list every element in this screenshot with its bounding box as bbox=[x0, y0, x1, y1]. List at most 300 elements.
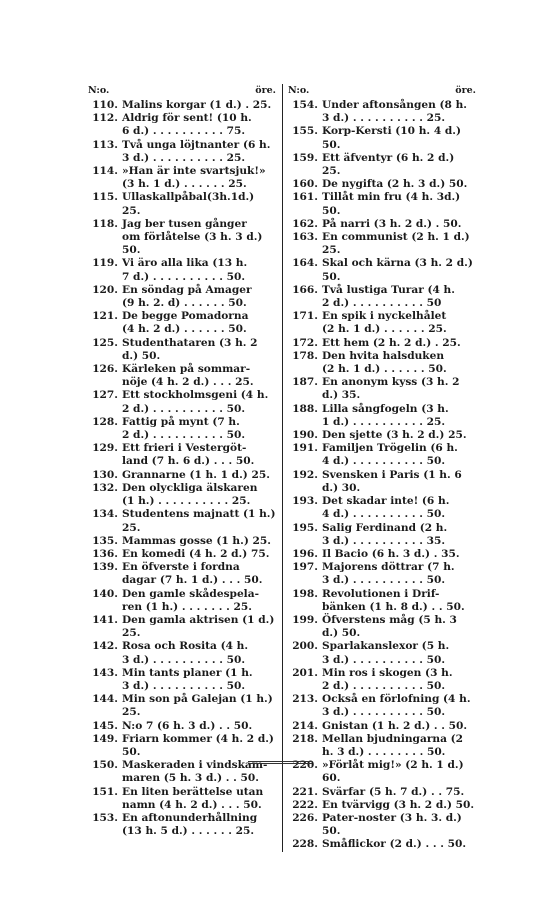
entry-number bbox=[288, 455, 322, 468]
entry-line bbox=[88, 825, 276, 838]
entry-number: 201. bbox=[292, 666, 318, 679]
entry-number bbox=[88, 125, 122, 138]
entry-line bbox=[88, 654, 276, 667]
entry-number: 193. bbox=[292, 495, 318, 508]
entry-text: Majorens döttrar (7 h. bbox=[322, 561, 455, 574]
entry-number bbox=[288, 508, 322, 521]
entry-text: Två lustiga Turar (4 h. bbox=[322, 283, 455, 296]
entry-text: Skal och kärna (3 h. 2 d.) 50. bbox=[322, 257, 473, 283]
entry-line bbox=[288, 693, 476, 706]
entry-number: 197. bbox=[292, 561, 318, 574]
entry-line bbox=[288, 469, 476, 495]
entry-number: 222. bbox=[292, 798, 318, 811]
entry-text: 3 d.) . . . . . . . . . . 25. bbox=[122, 151, 246, 164]
entry-number bbox=[288, 601, 322, 614]
entry-number: 195. bbox=[292, 521, 318, 534]
entry-number bbox=[88, 297, 122, 310]
entry-number: 226. bbox=[292, 811, 318, 824]
entry-number: 136. bbox=[92, 547, 118, 560]
entry-text: Ett frieri i Vestergöt- bbox=[122, 442, 247, 455]
entry-text: Den gamla aktrisen (1 d.) 25. bbox=[122, 613, 275, 640]
entry-number: 161. bbox=[292, 191, 318, 204]
entry-number: 190. bbox=[292, 429, 318, 442]
entry-text: land (7 h. 6 d.) . . . 50. bbox=[122, 455, 255, 468]
entry-text: En communist (2 h. 1 d.) 25. bbox=[322, 231, 470, 257]
entry-line bbox=[288, 442, 476, 455]
entry-number bbox=[88, 455, 122, 468]
entry-number bbox=[88, 231, 122, 257]
entry-text: Jag ber tusen gånger bbox=[122, 217, 247, 230]
entry-number: 196. bbox=[292, 547, 318, 560]
entry-number: 145. bbox=[92, 719, 118, 732]
entry-line bbox=[88, 772, 276, 785]
entry-line bbox=[288, 297, 476, 310]
entry-text: Fattig på mynt (7 h. bbox=[122, 415, 240, 428]
entry-number bbox=[288, 706, 322, 719]
entry-text: 3 d.) . . . . . . . . . . 25. bbox=[322, 112, 446, 125]
entry-line bbox=[88, 271, 276, 284]
entry-text: (2 h. 1 d.) . . . . . . 25. bbox=[322, 323, 447, 336]
entry-text: 1 d.) . . . . . . . . . . 25. bbox=[322, 415, 446, 428]
entry-number: 172. bbox=[292, 336, 318, 349]
entry-line bbox=[288, 429, 476, 442]
entry-number: 178. bbox=[292, 349, 318, 362]
entry-number bbox=[288, 363, 322, 376]
entry-text: 2 d.) . . . . . . . . . . 50 bbox=[322, 297, 442, 310]
entry-line bbox=[88, 455, 276, 468]
number-heading: N:o. bbox=[88, 85, 110, 96]
entry-text: 6 d.) . . . . . . . . . . 75. bbox=[122, 125, 246, 138]
entry-line bbox=[288, 759, 476, 785]
entry-text: Studentens majnatt (1 h.) 25. bbox=[122, 508, 276, 534]
entry-text: Aldrig för sent! (10 h. bbox=[122, 112, 252, 125]
entry-number bbox=[88, 601, 122, 614]
entry-line bbox=[288, 574, 476, 587]
left-column bbox=[88, 84, 282, 852]
entry-text: 3 d.) . . . . . . . . . . 50. bbox=[322, 706, 446, 719]
entry-number: 143. bbox=[92, 666, 118, 679]
entry-text: ren (1 h.) . . . . . . . 25. bbox=[122, 600, 252, 613]
entry-line bbox=[88, 601, 276, 614]
entry-number bbox=[288, 297, 322, 310]
entry-text: maren (5 h. 3 d.) . . 50. bbox=[122, 772, 259, 785]
entry-text: Den olyckliga älskaren bbox=[122, 481, 258, 494]
entry-text: Ullaskallpåbal(3h.1d.) 25. bbox=[122, 191, 255, 217]
entry-text: Kärleken på sommar- bbox=[122, 363, 251, 376]
entry-line bbox=[88, 482, 276, 495]
entry-text: Il Bacio (6 h. 3 d.) . 35. bbox=[322, 547, 460, 560]
entry-number bbox=[288, 746, 322, 759]
entry-line bbox=[88, 812, 276, 825]
entry-text: Ett äfventyr (6 h. 2 d.) 25. bbox=[322, 151, 455, 178]
entry-number: 155. bbox=[292, 125, 318, 138]
entry-text: 2 d.) . . . . . . . . . . 50. bbox=[322, 679, 446, 692]
entry-line bbox=[88, 125, 276, 138]
entry-text: »Han är inte svartsjuk!» bbox=[122, 165, 266, 178]
entry-number bbox=[88, 574, 122, 587]
entry-number: 153. bbox=[92, 811, 118, 824]
entry-number bbox=[88, 799, 122, 812]
entry-text: De begge Pomadorna bbox=[122, 310, 249, 323]
catalog-page bbox=[88, 84, 476, 852]
entry-line bbox=[288, 522, 476, 535]
entry-line bbox=[288, 191, 476, 217]
entry-text: (1 h.) . . . . . . . . . . 25. bbox=[122, 495, 251, 508]
entry-line bbox=[288, 746, 476, 759]
entry-text: 7 d.) . . . . . . . . . . 50. bbox=[122, 270, 246, 283]
entry-number: 221. bbox=[292, 785, 318, 798]
entry-number: 163. bbox=[292, 231, 318, 244]
entry-text: Maskeraden i vindskam- bbox=[122, 759, 268, 772]
entry-text: Den hvita halsduken bbox=[322, 349, 445, 362]
entry-line bbox=[288, 284, 476, 297]
entry-text: Min ros i skogen (3 h. bbox=[322, 666, 453, 679]
entry-number: 159. bbox=[292, 151, 318, 164]
entry-text: 4 d.) . . . . . . . . . . 50. bbox=[322, 455, 446, 468]
entry-number: 150. bbox=[92, 759, 118, 772]
entry-line bbox=[288, 733, 476, 746]
entry-line bbox=[288, 799, 476, 812]
entry-text: En tvärvigg (3 h. 2 d.) 50. bbox=[322, 798, 475, 811]
entry-line bbox=[288, 812, 476, 838]
entry-text: Rosa och Rosita (4 h. bbox=[122, 640, 249, 653]
entry-line bbox=[88, 337, 276, 363]
entry-line bbox=[88, 323, 276, 336]
entry-text: 2 d.) . . . . . . . . . . 50. bbox=[122, 429, 246, 442]
entry-number: 134. bbox=[92, 508, 118, 521]
entry-line bbox=[288, 706, 476, 719]
entry-number bbox=[288, 535, 322, 548]
entry-line bbox=[288, 561, 476, 574]
entry-number bbox=[88, 152, 122, 165]
entry-line bbox=[88, 720, 276, 733]
right-column bbox=[282, 84, 476, 852]
entry-number: 192. bbox=[292, 468, 318, 481]
entry-number: 115. bbox=[92, 191, 118, 204]
entry-number: 120. bbox=[92, 283, 118, 296]
entry-text: En komedi (4 h. 2 d.) 75. bbox=[122, 547, 270, 560]
entry-line bbox=[288, 640, 476, 653]
entry-number bbox=[288, 654, 322, 667]
entry-line bbox=[288, 838, 476, 851]
entry-line bbox=[88, 799, 276, 812]
entry-text: N:o 7 (6 h. 3 d.) . . 50. bbox=[122, 719, 253, 732]
entry-line bbox=[288, 667, 476, 680]
entry-line bbox=[88, 165, 276, 178]
entry-line bbox=[88, 786, 276, 799]
entry-text: om förlåtelse (3 h. 3 d.) 50. bbox=[122, 231, 263, 257]
right-entry-list bbox=[288, 99, 476, 852]
entry-line bbox=[88, 680, 276, 693]
entry-text: Två unga löjtnanter (6 h. bbox=[122, 138, 271, 151]
entry-number bbox=[88, 403, 122, 416]
entry-number: 126. bbox=[92, 363, 118, 376]
entry-line bbox=[288, 178, 476, 191]
entry-line bbox=[288, 495, 476, 508]
entry-number: 164. bbox=[292, 257, 318, 270]
entry-number: 130. bbox=[92, 468, 118, 481]
entry-text: En aftonunderhållning bbox=[122, 811, 258, 824]
left-entry-list bbox=[88, 99, 276, 838]
entry-text: »Förlåt mig!» (2 h. 1 d.) 60. bbox=[322, 759, 464, 785]
entry-line bbox=[288, 601, 476, 614]
entry-line bbox=[288, 720, 476, 733]
entry-text: namn (4 h. 2 d.) . . . 50. bbox=[122, 798, 262, 811]
entry-line bbox=[88, 139, 276, 152]
entry-text: De nygifta (2 h. 3 d.) 50. bbox=[322, 178, 468, 191]
entry-line bbox=[88, 389, 276, 402]
entry-number: 199. bbox=[292, 613, 318, 626]
entry-number: 200. bbox=[292, 640, 318, 653]
entry-number: 151. bbox=[92, 785, 118, 798]
entry-text: (3 h. 1 d.) . . . . . . 25. bbox=[122, 178, 247, 191]
entry-text: Den sjette (3 h. 2 d.) 25. bbox=[322, 429, 467, 442]
entry-text: 3 d.) . . . . . . . . . . 50. bbox=[322, 574, 446, 587]
entry-text: 4 d.) . . . . . . . . . . 50. bbox=[322, 508, 446, 521]
entry-number: 144. bbox=[92, 693, 118, 706]
entry-line bbox=[88, 257, 276, 270]
entry-number: 127. bbox=[92, 389, 118, 402]
price-heading: öre. bbox=[255, 85, 276, 96]
entry-line bbox=[288, 680, 476, 693]
entry-line bbox=[288, 403, 476, 416]
entry-line bbox=[288, 588, 476, 601]
entry-text: En söndag på Amager bbox=[122, 283, 252, 296]
entry-text: Salig Ferdinand (2 h. bbox=[322, 521, 448, 534]
entry-text: Malins korgar (1 d.) . 25. bbox=[122, 99, 272, 111]
entry-text: bänken (1 h. 8 d.) . . 50. bbox=[322, 600, 465, 613]
entry-line bbox=[88, 231, 276, 257]
entry-line bbox=[88, 284, 276, 297]
entry-text: En liten berättelse utan bbox=[122, 785, 264, 798]
closing-double-rule bbox=[248, 761, 312, 764]
entry-line bbox=[88, 561, 276, 574]
entry-line bbox=[288, 231, 476, 257]
entry-line bbox=[288, 416, 476, 429]
entry-text: Mellan bjudningarna (2 bbox=[322, 732, 464, 745]
entry-line bbox=[288, 152, 476, 178]
entry-line bbox=[288, 455, 476, 468]
entry-line bbox=[88, 152, 276, 165]
entry-line bbox=[88, 429, 276, 442]
entry-text: Också en förlofning (4 h. bbox=[322, 693, 471, 706]
entry-line bbox=[288, 363, 476, 376]
entry-number: 110. bbox=[92, 99, 118, 111]
entry-text: (4 h. 2 d.) . . . . . . 50. bbox=[122, 323, 247, 336]
entry-text: Mammas gosse (1 h.) 25. bbox=[122, 534, 271, 547]
entry-number: 129. bbox=[92, 442, 118, 455]
entry-number: 118. bbox=[92, 217, 118, 230]
entry-number bbox=[88, 495, 122, 508]
entry-line bbox=[288, 125, 476, 151]
entry-text: Vi äro alla lika (13 h. bbox=[122, 257, 248, 270]
entry-line bbox=[288, 548, 476, 561]
entry-line bbox=[88, 363, 276, 376]
entry-text: Den gamle skådespela- bbox=[122, 587, 259, 600]
entry-number: 191. bbox=[292, 442, 318, 455]
entry-line bbox=[88, 667, 276, 680]
entry-line bbox=[88, 376, 276, 389]
entry-number: 228. bbox=[292, 838, 318, 851]
left-column-header bbox=[88, 84, 276, 98]
entry-number: 188. bbox=[292, 402, 318, 415]
entry-text: 3 d.) . . . . . . . . . . 50. bbox=[322, 653, 446, 666]
entry-line bbox=[88, 495, 276, 508]
entry-number: 112. bbox=[92, 112, 118, 125]
entry-number: 141. bbox=[92, 613, 118, 626]
entry-line bbox=[288, 786, 476, 799]
entry-text: h. 3 d.) . . . . . . . . 50. bbox=[322, 745, 446, 758]
entry-line bbox=[88, 297, 276, 310]
entry-text: Svensken i Paris (1 h. 6 d.) 30. bbox=[322, 468, 462, 494]
entry-number: 113. bbox=[92, 138, 118, 151]
entry-line bbox=[88, 403, 276, 416]
entry-text: Tillåt min fru (4 h. 3d.) 50. bbox=[322, 191, 461, 217]
entry-line bbox=[88, 733, 276, 759]
entry-number: 154. bbox=[292, 99, 318, 111]
entry-number bbox=[88, 654, 122, 667]
entry-number: 171. bbox=[292, 310, 318, 323]
entry-text: Min son på Galejan (1 h.) 25. bbox=[122, 693, 273, 719]
entry-number: 166. bbox=[292, 283, 318, 296]
entry-text: nöje (4 h. 2 d.) . . . 25. bbox=[122, 376, 254, 389]
entry-text: Lilla sångfogeln (3 h. bbox=[322, 402, 449, 415]
entry-text: (13 h. 5 d.) . . . . . . 25. bbox=[122, 825, 255, 838]
entry-line bbox=[88, 99, 276, 112]
entry-number: 162. bbox=[292, 217, 318, 230]
entry-text: Ett stockholmsgeni (4 h. bbox=[122, 389, 269, 402]
entry-line bbox=[88, 191, 276, 217]
price-heading: öre. bbox=[455, 85, 476, 96]
entry-line bbox=[88, 588, 276, 601]
entry-line bbox=[88, 310, 276, 323]
entry-text: Ett hem (2 h. 2 d.) . 25. bbox=[322, 336, 461, 349]
entry-line bbox=[88, 112, 276, 125]
entry-number: 132. bbox=[92, 481, 118, 494]
entry-number: 214. bbox=[292, 719, 318, 732]
entry-text: Småflickor (2 d.) . . . 50. bbox=[322, 838, 467, 851]
entry-line bbox=[288, 654, 476, 667]
entry-text: En öfverste i fordna bbox=[122, 561, 240, 574]
entry-line bbox=[88, 469, 276, 482]
entry-text: Min tants planer (1 h. bbox=[122, 666, 253, 679]
entry-line bbox=[88, 442, 276, 455]
entry-text: Svärfar (5 h. 7 d.) . . 75. bbox=[322, 785, 465, 798]
entry-number: 135. bbox=[92, 534, 118, 547]
entry-number: 213. bbox=[292, 693, 318, 706]
entry-line bbox=[88, 640, 276, 653]
entry-line bbox=[288, 218, 476, 231]
entry-number: 187. bbox=[292, 376, 318, 389]
entry-text: 3 d.) . . . . . . . . . . 50. bbox=[122, 653, 246, 666]
entry-line bbox=[88, 614, 276, 640]
entry-text: En anonym kyss (3 h. 2 d.) 35. bbox=[322, 376, 460, 402]
entry-number: 139. bbox=[92, 561, 118, 574]
entry-line bbox=[288, 337, 476, 350]
entry-number bbox=[88, 429, 122, 442]
entry-line bbox=[88, 574, 276, 587]
entry-number: 220. bbox=[292, 759, 318, 772]
entry-text: Friarn kommer (4 h. 2 d.) 50. bbox=[122, 732, 274, 758]
entry-number: 149. bbox=[92, 732, 118, 745]
entry-text: Grannarne (1 h. 1 d.) 25. bbox=[122, 468, 270, 481]
entry-text: (9 h. 2. d) . . . . . . 50. bbox=[122, 297, 247, 310]
entry-line bbox=[88, 548, 276, 561]
entry-line bbox=[88, 218, 276, 231]
entry-line bbox=[288, 257, 476, 283]
entry-number bbox=[88, 376, 122, 389]
entry-number bbox=[88, 178, 122, 191]
entry-number: 114. bbox=[92, 165, 118, 178]
entry-text: En spik i nyckelhålet bbox=[322, 310, 447, 323]
entry-number: 125. bbox=[92, 336, 118, 349]
entry-number: 128. bbox=[92, 415, 118, 428]
entry-number: 121. bbox=[92, 310, 118, 323]
entry-number: 218. bbox=[292, 732, 318, 745]
right-column-header bbox=[288, 84, 476, 98]
entry-text: På narri (3 h. 2 d.) . 50. bbox=[322, 217, 462, 230]
entry-number: 198. bbox=[292, 587, 318, 600]
entry-number bbox=[88, 323, 122, 336]
entry-text: Studenthataren (3 h. 2 d.) 50. bbox=[122, 336, 258, 362]
entry-text: (2 h. 1 d.) . . . . . . 50. bbox=[322, 363, 447, 376]
entry-line bbox=[288, 112, 476, 125]
entry-line bbox=[88, 535, 276, 548]
entry-line bbox=[288, 508, 476, 521]
entry-text: Korp-Kersti (10 h. 4 d.) 50. bbox=[322, 125, 461, 151]
entry-text: Gnistan (1 h. 2 d.) . . 50. bbox=[322, 719, 468, 732]
entry-number bbox=[288, 574, 322, 587]
entry-text: 2 d.) . . . . . . . . . . 50. bbox=[122, 402, 246, 415]
entry-line bbox=[288, 614, 476, 640]
entry-line bbox=[88, 178, 276, 191]
entry-text: Familjen Trögelin (6 h. bbox=[322, 442, 458, 455]
entry-line bbox=[288, 310, 476, 323]
entry-text: Pater-noster (3 h. 3. d.) 50. bbox=[322, 811, 462, 838]
entry-line bbox=[288, 323, 476, 336]
entry-line bbox=[288, 350, 476, 363]
entry-number bbox=[88, 825, 122, 838]
entry-number: 160. bbox=[292, 178, 318, 191]
entry-line bbox=[288, 535, 476, 548]
entry-text: Sparlakanslexor (5 h. bbox=[322, 640, 450, 653]
entry-text: Revolutionen i Drif- bbox=[322, 587, 440, 600]
entry-text: dagar (7 h. 1 d.) . . . 50. bbox=[122, 574, 263, 587]
entry-number bbox=[288, 416, 322, 429]
entry-number bbox=[288, 112, 322, 125]
entry-text: Under aftonsången (8 h. bbox=[322, 99, 467, 111]
number-heading: N:o. bbox=[288, 85, 310, 96]
entry-number: 142. bbox=[92, 640, 118, 653]
entry-number: 140. bbox=[92, 587, 118, 600]
entry-text: 3 d.) . . . . . . . . . . 50. bbox=[122, 679, 246, 692]
entry-line bbox=[88, 693, 276, 719]
entry-text: Öfverstens måg (5 h. 3 d.) 50. bbox=[322, 613, 457, 640]
entry-text: 3 d.) . . . . . . . . . . 35. bbox=[322, 534, 446, 547]
entry-number bbox=[288, 680, 322, 693]
entry-line bbox=[288, 376, 476, 402]
entry-line bbox=[88, 416, 276, 429]
catalog-columns bbox=[88, 84, 476, 852]
entry-number: 119. bbox=[92, 257, 118, 270]
entry-number bbox=[88, 772, 122, 785]
entry-text: Det skadar inte! (6 h. bbox=[322, 495, 450, 508]
entry-line bbox=[88, 508, 276, 534]
entry-number bbox=[288, 323, 322, 336]
entry-number bbox=[88, 271, 122, 284]
entry-number bbox=[88, 680, 122, 693]
entry-line bbox=[288, 99, 476, 112]
